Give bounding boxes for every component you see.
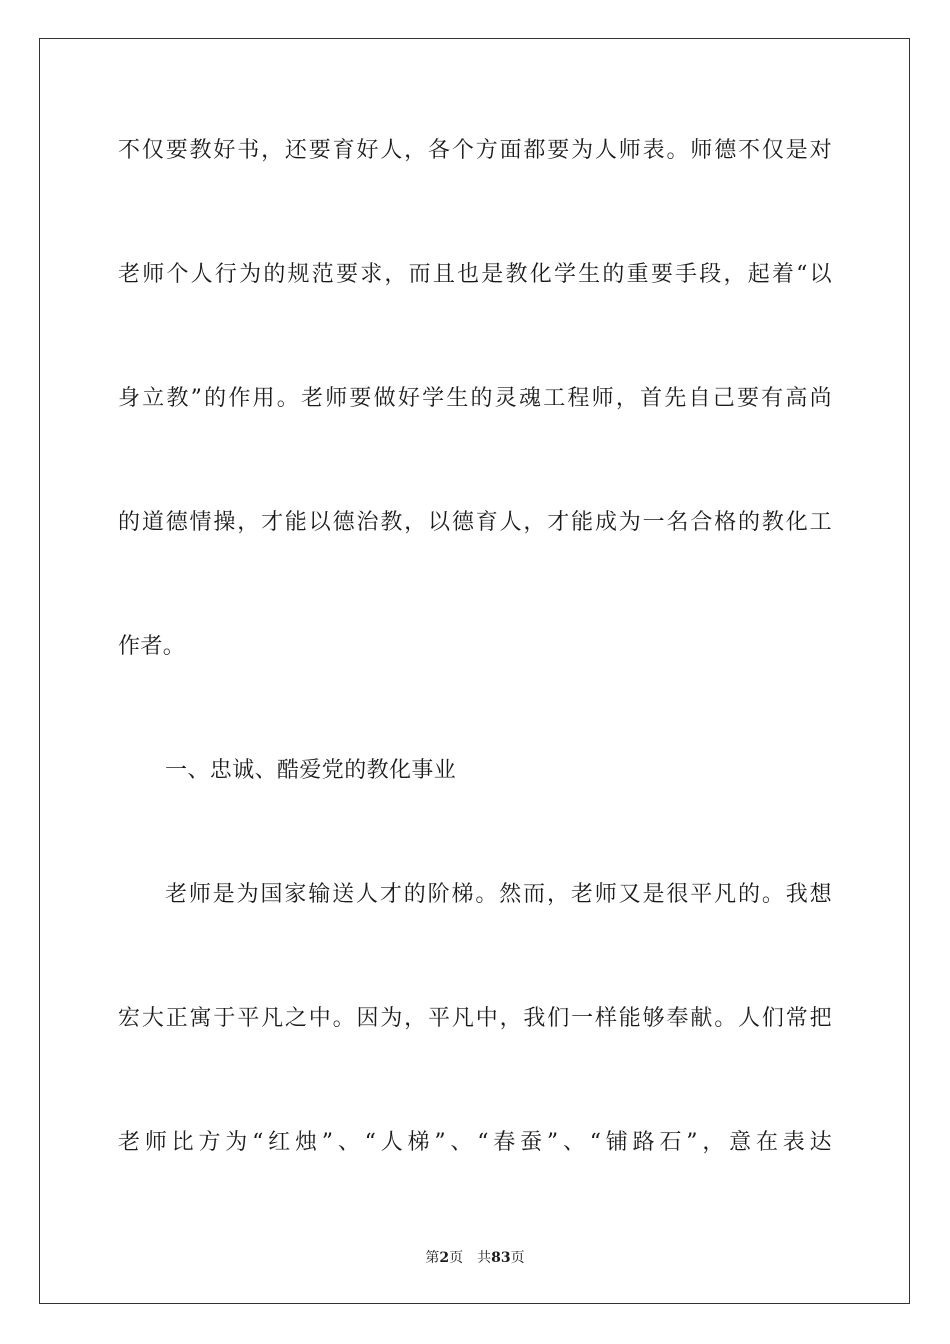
total-suffix: 页	[510, 1250, 525, 1266]
total-prefix: 共	[477, 1250, 492, 1266]
paragraph-line: 不仅要教好书，还要育好人，各个方面都要为人师表。师德不仅是对	[118, 138, 832, 163]
page-number: 2	[439, 1250, 450, 1266]
paragraph-line: 身立教”的作用。老师要做好学生的灵魂工程师，首先自己要有高尚	[118, 386, 832, 411]
page-prefix: 第	[425, 1250, 440, 1266]
section-heading: 一、忠诚、酷爱党的教化事业	[165, 758, 457, 783]
paragraph-line: 老师个人行为的规范要求，而且也是教化学生的重要手段，起着“以	[118, 262, 832, 287]
paragraph-line: 的道德情操，才能以德治教，以德育人，才能成为一名合格的教化工	[118, 510, 832, 535]
paragraph-line: 宏大正寓于平凡之中。因为，平凡中，我们一样能够奉献。人们常把	[118, 1006, 832, 1031]
paragraph-line: 老师比方为“红烛”、“人梯”、“春蚕”、“铺路石”，意在表达	[118, 1130, 832, 1155]
total-pages: 83	[491, 1250, 511, 1266]
page-footer	[0, 1248, 950, 1268]
page-suffix: 页	[449, 1250, 464, 1266]
page-border	[39, 38, 910, 1304]
paragraph-line: 作者。	[118, 634, 186, 659]
paragraph-line: 老师是为国家输送人才的阶梯。然而，老师又是很平凡的。我想	[165, 882, 832, 907]
